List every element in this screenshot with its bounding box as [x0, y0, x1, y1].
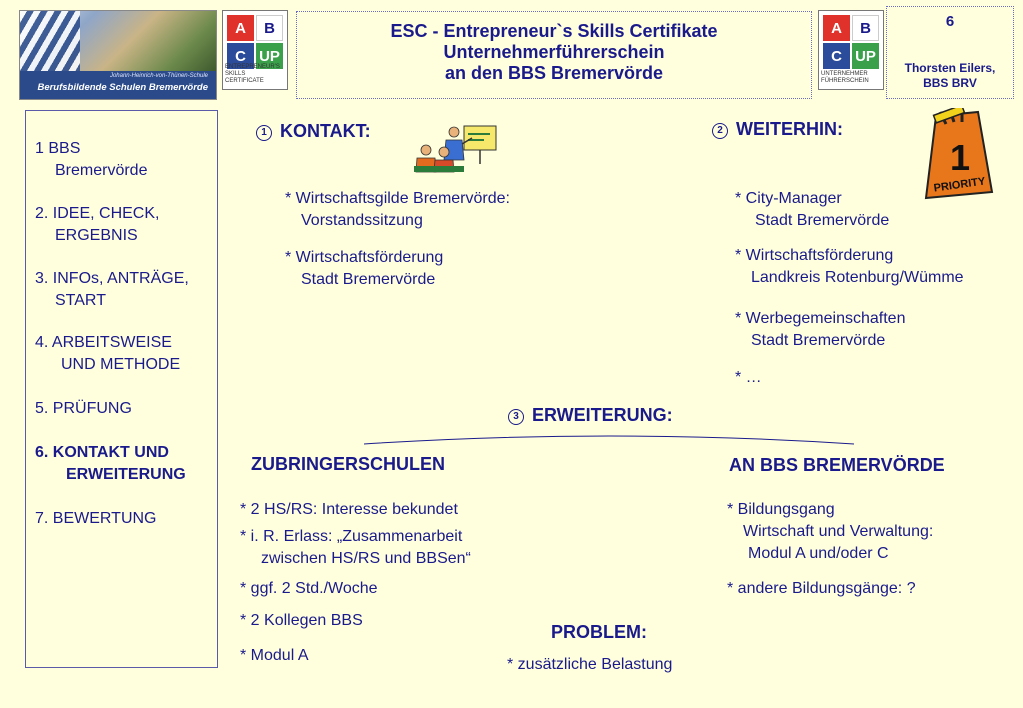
zubringerschulen-heading: ZUBRINGERSCHULEN: [251, 454, 446, 474]
sidebar-item-arbeitsweise[interactable]: [35, 332, 180, 376]
logo-cell-up: UP: [852, 43, 879, 69]
logo-cell-a: A: [227, 15, 254, 41]
zubringer-item-line: zwischen HS/RS und BBSen“: [261, 550, 471, 567]
weiterhin-item: [735, 308, 905, 352]
sidebar-item-label: ERWEITERUNG: [66, 466, 186, 483]
weiterhin-item: [735, 245, 964, 289]
slide-info-box: [886, 6, 1014, 99]
zubringer-item-line: * 2 HS/RS: Interesse bekundet: [240, 501, 458, 518]
priority-label: PRIORITY: [933, 175, 987, 195]
problem-heading: PROBLEM:: [551, 622, 647, 642]
sidebar-item-label: ERGEBNIS: [55, 227, 138, 244]
priority-number: 1: [949, 137, 971, 178]
erweiterung-heading-text: ERWEITERUNG:: [532, 405, 673, 425]
sidebar-item-idee[interactable]: [35, 203, 159, 247]
logo-cell-c: C: [823, 43, 850, 69]
logo-cell-b: B: [256, 15, 283, 41]
bbs-item-line: Wirtschaft und Verwaltung:: [743, 523, 934, 540]
circled-number: 1: [256, 125, 272, 141]
esc-logo-right: [818, 10, 884, 90]
sidebar-item-label: START: [55, 292, 106, 309]
zubringer-item-line: * ggf. 2 Std./Woche: [240, 580, 378, 597]
weiterhin-item: [735, 188, 889, 232]
logo-right-caption-2: FÜHRERSCHEIN: [821, 78, 869, 84]
zubringer-item: [240, 610, 363, 632]
logo-left-caption: [225, 64, 285, 85]
kontakt-item-line: * Wirtschaftsförderung: [285, 249, 444, 266]
weiterhin-item: [735, 367, 762, 389]
weiterhin-item-line: * …: [735, 369, 762, 386]
kontakt-item: [285, 188, 510, 232]
sidebar-item-label: Bremervörde: [55, 162, 148, 179]
sidebar-item-label: 7. BEWERTUNG: [35, 510, 157, 527]
logo-stripes: [20, 11, 80, 71]
school-logo: [19, 10, 217, 100]
author: [887, 61, 1013, 91]
weiterhin-item-line: Stadt Bremervörde: [751, 332, 886, 349]
sidebar-item-kontakt[interactable]: [35, 442, 186, 486]
bbs-item: [727, 578, 916, 600]
zubringer-item: [240, 499, 458, 521]
sidebar-item-label: 6. KONTAKT UND: [35, 444, 169, 461]
weiterhin-item-line: * City-Manager: [735, 190, 842, 207]
zubringer-item: [240, 578, 378, 600]
bbs-item: [727, 499, 933, 565]
sidebar-item-pruefung[interactable]: [35, 398, 132, 420]
bbs-item-line: Modul A und/oder C: [748, 545, 889, 562]
school-logo-title: Berufsbildende Schulen Bremervörde: [37, 82, 208, 93]
priority-badge-icon: [916, 108, 998, 202]
logo-cell-a: A: [823, 15, 850, 41]
logo-cell-up: UP: [256, 43, 283, 69]
zubringer-item-line: * 2 Kollegen BBS: [240, 612, 363, 629]
erweiterung-heading: [508, 405, 673, 426]
esc-logo-left: [222, 10, 288, 90]
zubringer-item-line: * i. R. Erlass: „Zusammenarbeit: [240, 528, 463, 545]
kontakt-item: [285, 247, 443, 291]
weiterhin-heading: [712, 119, 843, 140]
page-title-line2: Unternehmerführerschein: [443, 42, 665, 62]
sidebar-item-bbs[interactable]: [35, 138, 147, 182]
logo-right-caption-1: UNTERNEHMER: [821, 71, 868, 77]
sidebar-item-bewertung[interactable]: [35, 508, 157, 530]
sidebar-item-label: 4. ARBEITSWEISE: [35, 334, 172, 351]
logo-left-caption-2: SKILLS CERTIFICATE: [225, 71, 264, 84]
branch-divider: [360, 432, 860, 448]
sidebar-item-label: 1 BBS: [35, 140, 81, 157]
logo-right-caption: [821, 71, 881, 85]
weiterhin-item-line: * Werbegemeinschaften: [735, 310, 906, 327]
page-number: 6: [945, 13, 955, 30]
kontakt-item-line: Stadt Bremervörde: [301, 271, 436, 288]
logo-cell-c: C: [227, 43, 254, 69]
kontakt-item-line: Vorstandssitzung: [301, 212, 423, 229]
zubringer-item-line: * Modul A: [240, 647, 309, 664]
logo-cell-b: B: [852, 15, 879, 41]
sidebar-item-label: 5. PRÜFUNG: [35, 400, 132, 417]
kontakt-heading-text: KONTAKT:: [280, 121, 371, 141]
kontakt-heading: [256, 121, 371, 142]
weiterhin-item-line: Stadt Bremervörde: [755, 212, 890, 229]
sidebar-item-label: UND METHODE: [61, 356, 181, 373]
bbs-bremervoerde-heading: AN BBS BREMERVÖRDE: [729, 455, 945, 475]
weiterhin-heading-text: WEITERHIN:: [736, 119, 843, 139]
circled-number: 2: [712, 123, 728, 139]
weiterhin-item-line: Landkreis Rotenburg/Wümme: [751, 269, 964, 286]
logo-left-caption-1: ENTREPRENEUR'S: [225, 64, 280, 70]
zubringer-item: [240, 645, 308, 667]
author-school: BBS BRV: [923, 76, 977, 90]
bbs-item-line: * Bildungsgang: [727, 501, 835, 518]
kontakt-item-line: * Wirtschaftsgilde Bremervörde:: [285, 190, 510, 207]
page-title-box: [296, 11, 812, 99]
weiterhin-item-line: * Wirtschaftsförderung: [735, 247, 894, 264]
page-title-line3: an den BBS Bremervörde: [444, 63, 664, 83]
author-name: Thorsten Eilers,: [904, 61, 996, 75]
zubringer-item: [240, 526, 471, 570]
school-logo-subtitle: Johann-Heinrich-von-Thünen-Schule: [109, 73, 208, 79]
circled-number: 3: [508, 409, 524, 425]
bbs-item-line: * andere Bildungsgänge: ?: [727, 580, 916, 597]
meeting-clipart-icon: [414, 120, 504, 174]
sidebar-item-label: 3. INFOs, ANTRÄGE,: [35, 270, 189, 287]
sidebar-nav: [25, 110, 218, 668]
page-title-line1: ESC - Entrepreneur`s Skills Certifikate: [390, 21, 718, 41]
sidebar-item-label: 2. IDEE, CHECK,: [35, 205, 160, 222]
sidebar-item-infos[interactable]: [35, 268, 189, 312]
problem-item: * zusätzliche Belastung: [507, 656, 673, 673]
